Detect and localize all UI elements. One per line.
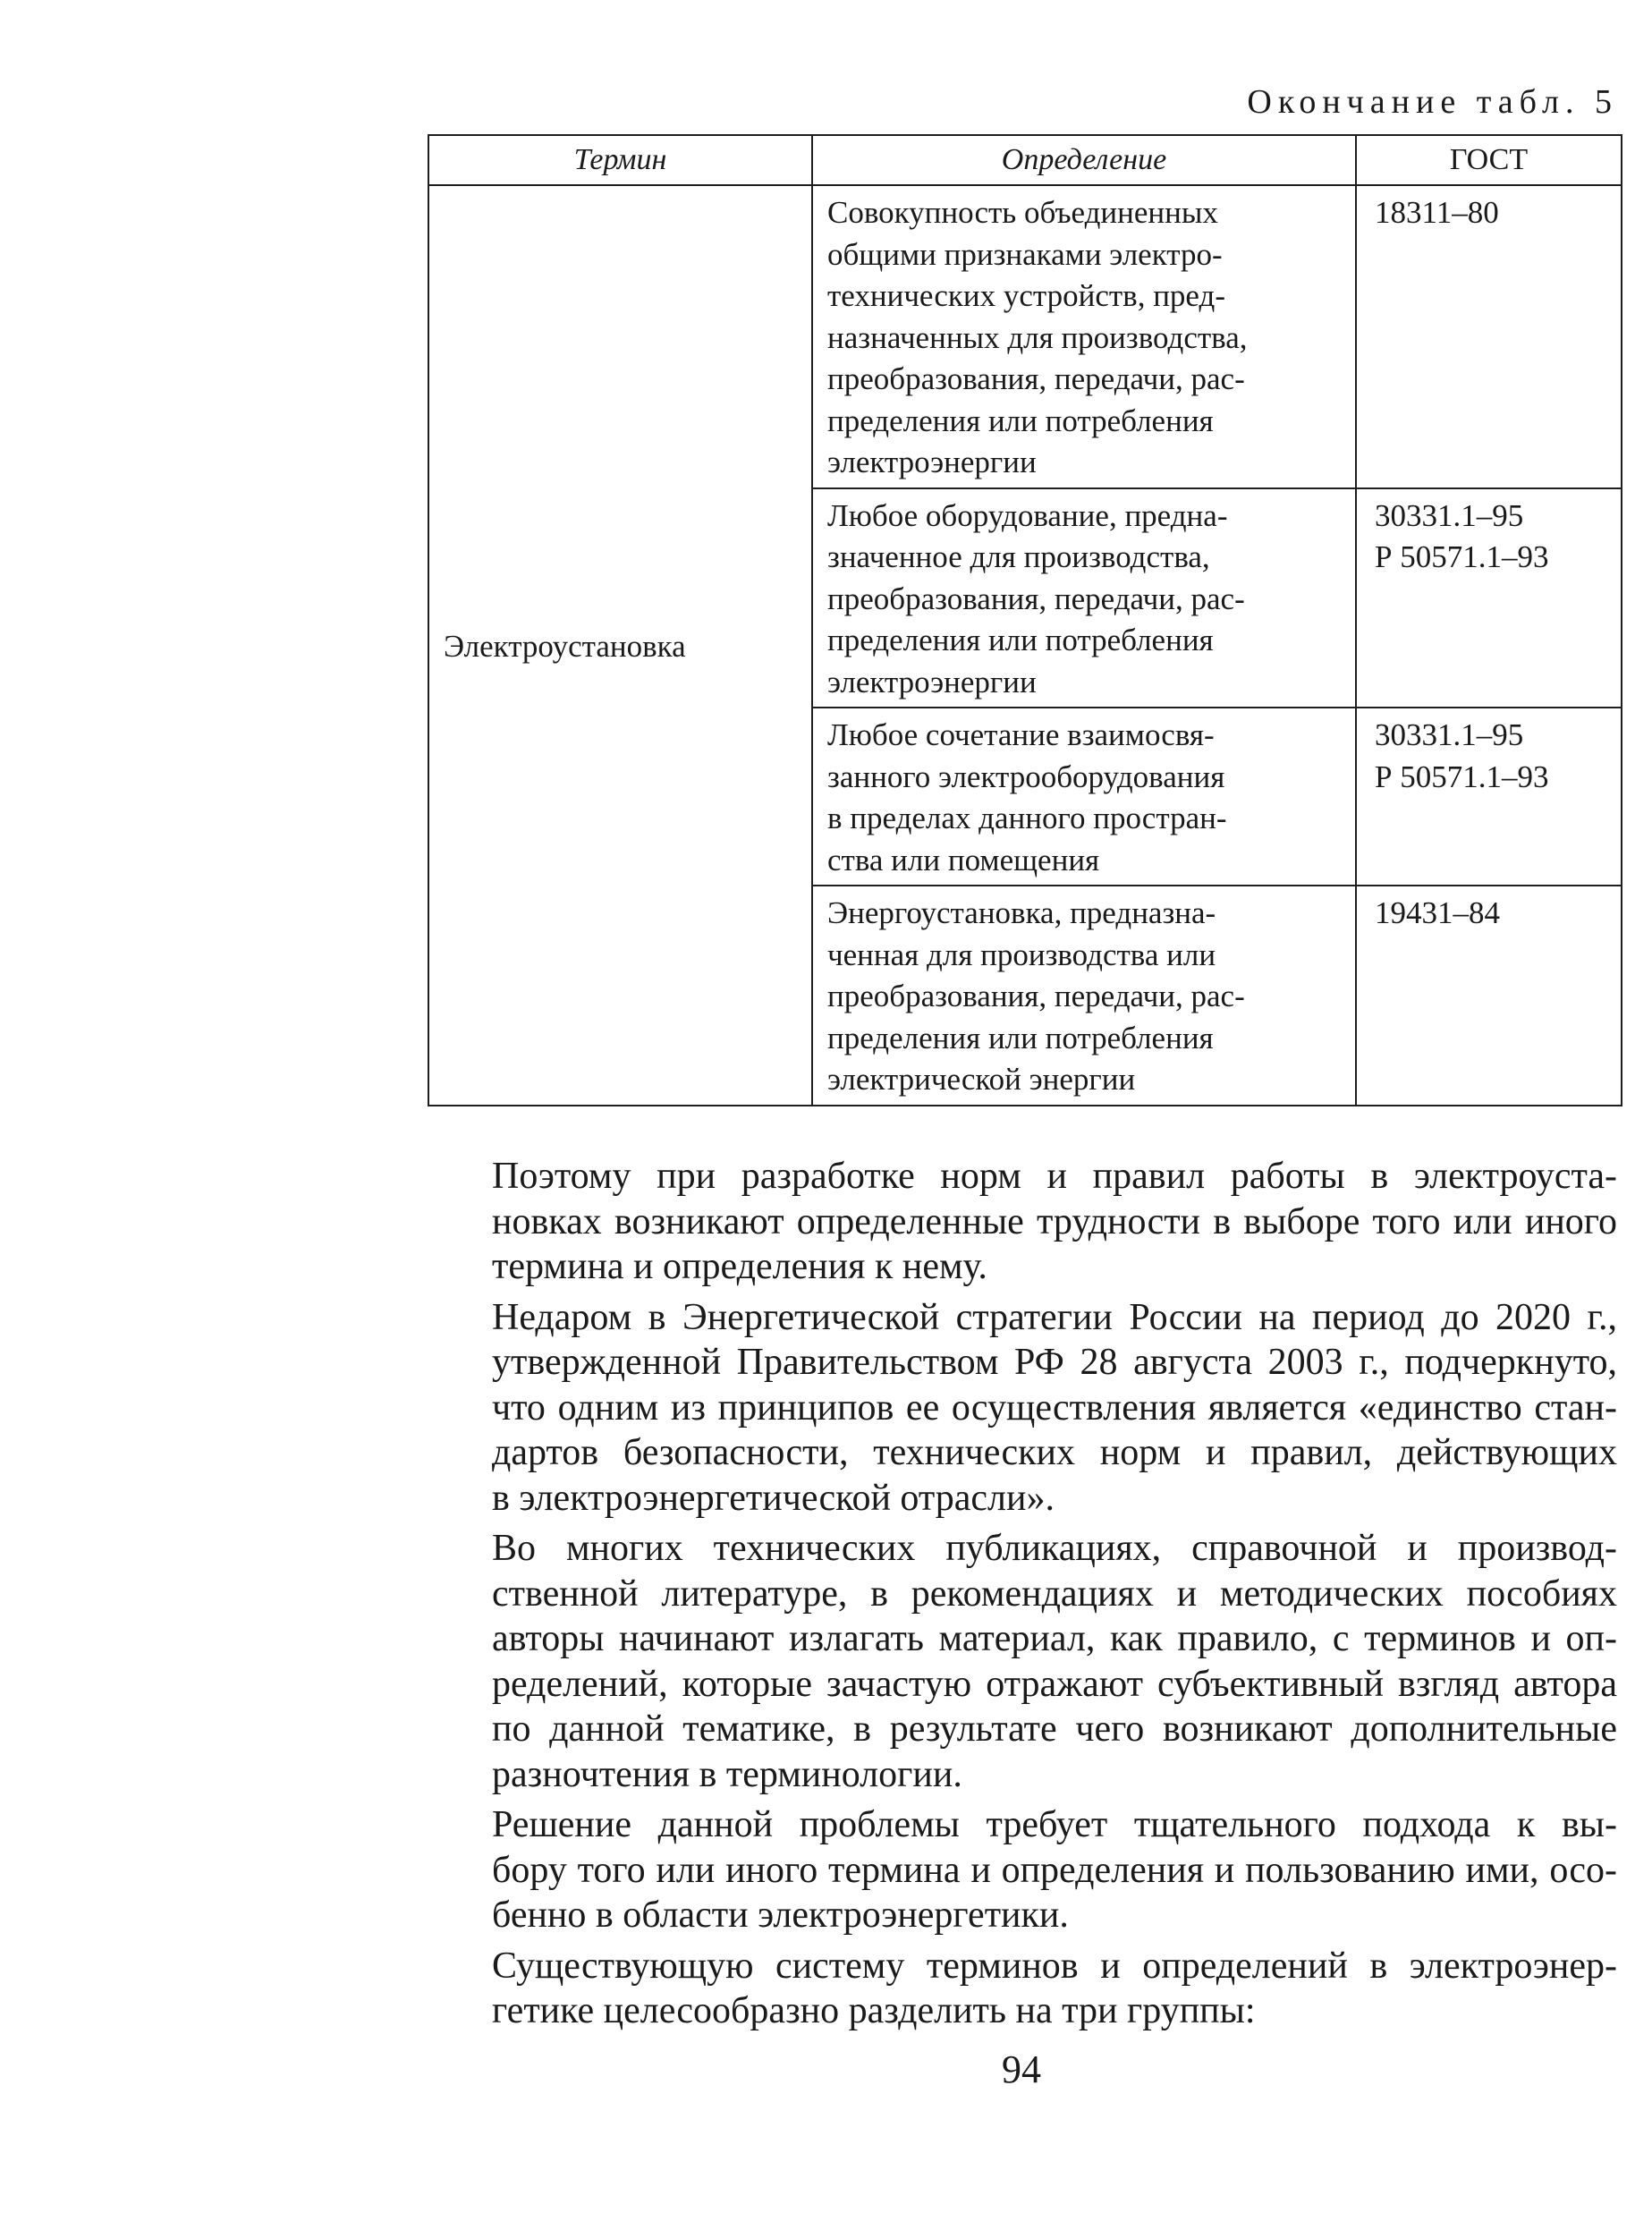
- definition-line: Любое сочетание взаимосвя-: [827, 717, 1215, 752]
- text-line: бору того или иного термина и определения и пользованию ими, осо-: [492, 1849, 1617, 1891]
- text-line: разночтения в терминологии.: [492, 1753, 962, 1795]
- text-line: термина и определения к нему.: [492, 1246, 987, 1287]
- text-line: утвержденной Правительством РФ 28 августа 2003 г., подчеркнуто,: [492, 1342, 1617, 1383]
- text-line: ственной литературе, в рекомендациях и методических пособиях: [492, 1573, 1617, 1615]
- definition-line: Любое оборудование, предна-: [827, 497, 1228, 533]
- definition-cell: [812, 185, 1356, 488]
- terms-table: [428, 134, 1622, 1106]
- definition-line: электроэнергии: [827, 445, 1037, 479]
- text-line: Существующую систему терминов и определений в электроэнер-: [492, 1945, 1617, 1987]
- definition-line: преобразования, передачи, рас-: [827, 361, 1245, 396]
- definition-line: преобразования, передачи, рас-: [827, 581, 1245, 616]
- text-line: Решение данной проблемы требует тщательного подхода к вы-: [492, 1804, 1617, 1845]
- text-line: в электроэнергетической отрасли».: [492, 1477, 1055, 1519]
- definition-line: общими признаками электро-: [827, 236, 1223, 272]
- gost-code: 19431–84: [1375, 895, 1500, 930]
- gost-code: Р 50571.1–93: [1375, 539, 1549, 574]
- definition-line: пределения или потребления: [827, 1020, 1214, 1055]
- gost-code: Р 50571.1–93: [1375, 759, 1549, 794]
- gost-code: 30331.1–95: [1375, 497, 1524, 533]
- definition-line: Совокупность объединенных: [827, 195, 1218, 230]
- gost-cell: [1356, 886, 1622, 1106]
- definition-line: преобразования, передачи, рас-: [827, 979, 1245, 1013]
- gost-cell: [1356, 488, 1622, 708]
- definition-cell: [812, 488, 1356, 708]
- definition-line: в пределах данного простран-: [827, 801, 1227, 835]
- definition-cell: [812, 886, 1356, 1106]
- text-line: новках возникают определенные трудности в выборе того или иного: [492, 1200, 1617, 1242]
- definition-line: занного электрооборудования: [827, 759, 1225, 794]
- table-caption: Окончание табл. 5: [1247, 83, 1618, 121]
- paragraph: [428, 1154, 1617, 1290]
- paragraph: [428, 1526, 1617, 1797]
- definition-line: Энергоустановка, предназна-: [827, 895, 1216, 930]
- table-header-row: [428, 135, 1622, 185]
- definition-line: пределения или потребления: [827, 623, 1214, 657]
- header-term: Термин: [428, 135, 812, 185]
- text-line: гетике целесообразно разделить на три группы:: [492, 1990, 1256, 2031]
- header-gost: ГОСТ: [1356, 135, 1622, 185]
- definition-line: технических устройств, пред-: [827, 278, 1225, 313]
- gost-code: 18311–80: [1375, 195, 1499, 230]
- paragraph: [428, 1295, 1617, 1522]
- text-line: ределений, которые зачастую отражают субъективный взгляд автора: [492, 1663, 1617, 1705]
- paragraph: [428, 1802, 1617, 1938]
- gost-cell: [1356, 185, 1622, 488]
- gost-cell: [1356, 708, 1622, 886]
- definition-line: электрической энергии: [827, 1062, 1136, 1097]
- definition-line: ченная для производства или: [827, 937, 1216, 972]
- gost-code: 30331.1–95: [1375, 717, 1524, 752]
- term-cell: Электроустановка: [428, 185, 812, 1106]
- definition-line: ства или помещения: [827, 842, 1100, 877]
- definition-cell: [812, 708, 1356, 886]
- text-line: бенно в области электроэнергетики.: [492, 1895, 1069, 1936]
- table-row: [428, 185, 1622, 488]
- definition-line: электроэнергии: [827, 664, 1037, 699]
- page-number: 94: [1002, 2047, 1041, 2091]
- definition-line: значенное для производства,: [827, 539, 1210, 574]
- definition-line: назначенных для производства,: [827, 319, 1248, 355]
- paragraph: [428, 1944, 1617, 2034]
- text-line: дартов безопасности, технических норм и правил, действующих: [492, 1432, 1617, 1473]
- text-line: Во многих технических публикациях, справочной и производ-: [492, 1528, 1617, 1569]
- body-text: [428, 1154, 1617, 2039]
- text-line: по данной тематике, в результате чего возникают дополнительные: [492, 1708, 1617, 1750]
- text-line: Поэтому при разработке норм и правил работы в электроуста-: [492, 1156, 1617, 1197]
- text-line: авторы начинают излагать материал, как правило, с терминов и оп-: [492, 1618, 1617, 1659]
- text-line: что одним из принципов ее осуществления является «единство стан-: [492, 1386, 1617, 1428]
- text-line: Недаром в Энергетической стратегии России на период до 2020 г.,: [492, 1296, 1617, 1338]
- header-definition: Определение: [812, 135, 1356, 185]
- definition-line: пределения или потребления: [827, 403, 1214, 438]
